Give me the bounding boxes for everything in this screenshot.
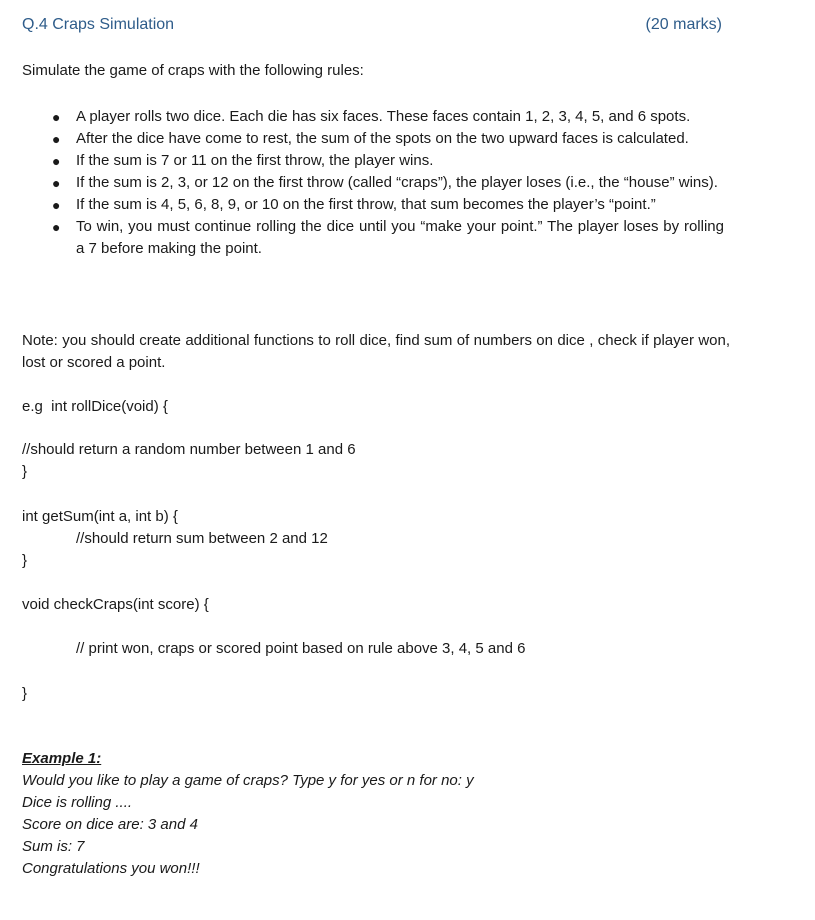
question-title: Q.4 Craps Simulation	[22, 16, 175, 33]
bullet-icon: ●	[52, 131, 61, 147]
rule-item	[52, 172, 724, 194]
bullet-icon: ●	[52, 153, 61, 169]
example-line: Score on dice are: 3 and 4	[22, 816, 198, 833]
bullet-icon: ●	[52, 175, 61, 191]
bullet-icon: ●	[52, 197, 61, 213]
bullet-icon: ●	[52, 109, 61, 125]
roll-dice-signature: e.g int rollDice(void) {	[22, 398, 168, 415]
rules-list	[52, 106, 724, 260]
rule-text: If the sum is 2, 3, or 12 on the first throw (called “craps”), the player loses (i.e., the “house” wins).	[76, 174, 718, 191]
check-craps-comment: // print won, craps or scored point based on rule above 3, 4, 5 and 6	[76, 640, 526, 657]
intro-text: Simulate the game of craps with the following rules:	[22, 62, 364, 79]
rule-text: To win, you must continue rolling the dice until you “make your point.” The player loses by rolling a 7 before making the point.	[76, 218, 724, 257]
example-line: Would you like to play a game of craps? Type y for yes or n for no: y	[22, 772, 474, 789]
check-craps-close: }	[22, 685, 28, 702]
example-line: Sum is: 7	[22, 838, 85, 855]
example-line: Dice is rolling ....	[22, 794, 133, 811]
example-title: Example 1:	[22, 750, 102, 767]
roll-dice-close: }	[22, 463, 28, 480]
example-line: Congratulations you won!!!	[22, 860, 200, 877]
rule-item	[52, 106, 724, 128]
bullet-icon: ●	[52, 219, 61, 235]
rule-item	[52, 128, 724, 150]
question-marks: (20 marks)	[645, 16, 722, 33]
roll-dice-comment: //should return a random number between 1 and 6	[22, 441, 356, 458]
rule-item	[52, 216, 724, 260]
question-header	[22, 16, 722, 34]
get-sum-comment: //should return sum between 2 and 12	[76, 530, 328, 547]
get-sum-signature: int getSum(int a, int b) {	[22, 508, 178, 525]
get-sum-close: }	[22, 552, 28, 569]
example-block	[22, 748, 474, 880]
rule-text: If the sum is 4, 5, 6, 8, 9, or 10 on the first throw, that sum becomes the player’s “point.”	[76, 196, 656, 213]
rule-text: If the sum is 7 or 11 on the first throw, the player wins.	[76, 152, 434, 169]
rule-text: A player rolls two dice. Each die has six faces. These faces contain 1, 2, 3, 4, 5, and 6 spots.	[76, 108, 691, 125]
rule-item	[52, 194, 724, 216]
rule-text: After the dice have come to rest, the sum of the spots on the two upward faces is calculated.	[76, 130, 689, 147]
rule-item	[52, 150, 724, 172]
check-craps-signature: void checkCraps(int score) {	[22, 596, 209, 613]
note-text: Note: you should create additional functions to roll dice, find sum of numbers on dice , check if player won, lost or scored a point.	[22, 332, 730, 371]
